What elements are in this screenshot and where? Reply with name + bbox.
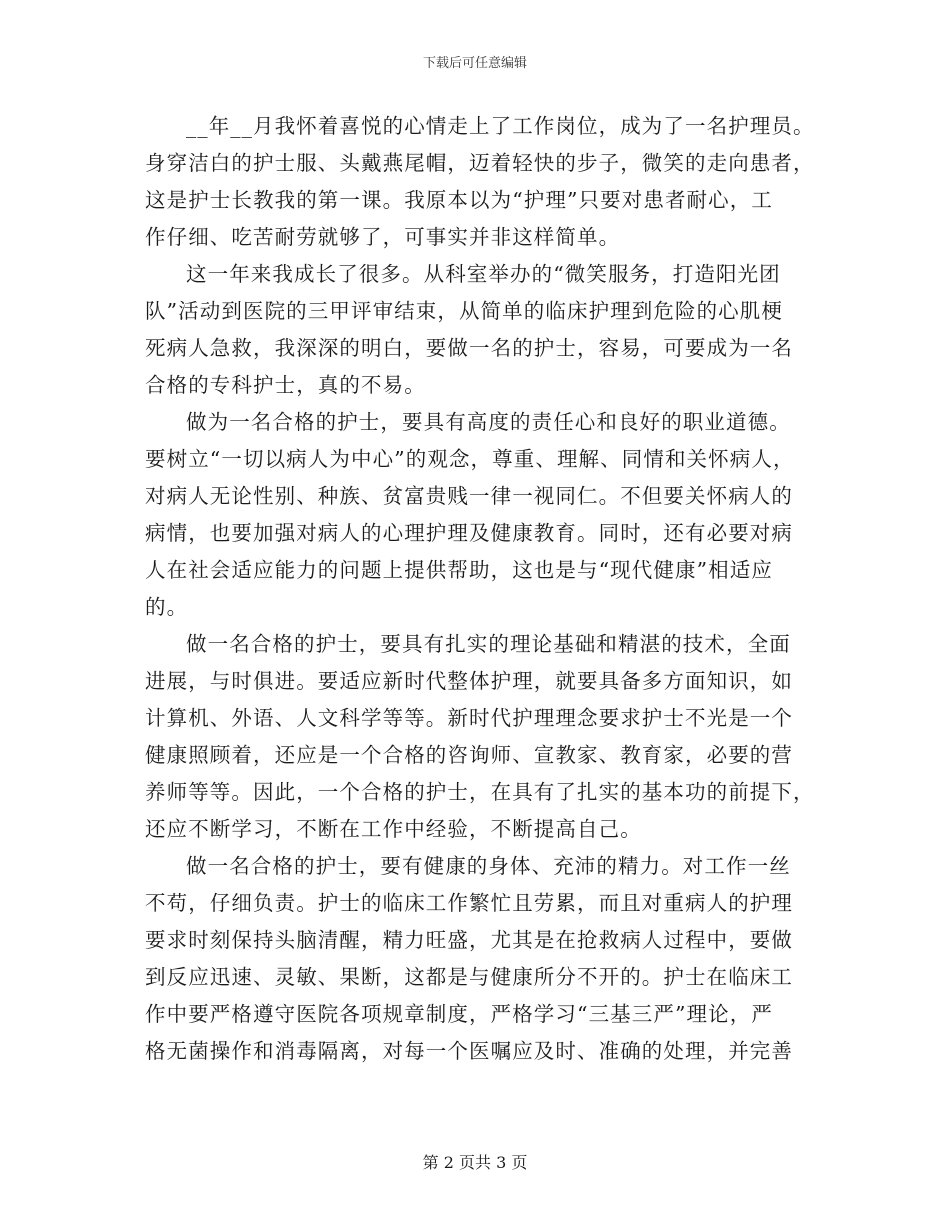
text-line: 做一名合格的护士，要具有扎实的理论基础和精湛的技术，全面 bbox=[186, 632, 791, 656]
text-line: 不苟，仔细负责。护士的临床工作繁忙且劳累，而且对重病人的护理 bbox=[145, 891, 793, 915]
text-line: 计算机、外语、人文科学等等。新时代护理理念要求护士不光是一个 bbox=[145, 706, 793, 730]
text-line: 做一名合格的护士，要有健康的身体、充沛的精力。对工作一丝 bbox=[186, 854, 791, 878]
paragraph bbox=[145, 404, 805, 626]
text-line: 健康照顾着，还应是一个合格的咨询师、宣教家、教育家，必要的营 bbox=[145, 743, 793, 767]
text-line: 要求时刻保持头脑清醒，精力旺盛，尤其是在抢救病人过程中，要做 bbox=[145, 928, 793, 952]
text-line: 身穿洁白的护士服、头戴燕尾帽，迈着轻快的步子，微笑的走向患者， bbox=[145, 151, 815, 175]
text-line: 格无菌操作和消毒隔离，对每一个医嘱应及时、准确的处理，并完善 bbox=[145, 1039, 793, 1063]
text-line: 死病人急救，我深深的明白，要做一名的护士，容易，可要成为一名 bbox=[145, 336, 793, 360]
text-line: 合格的专科护士，真的不易。 bbox=[145, 373, 426, 397]
text-line: 做为一名合格的护士，要具有高度的责任心和良好的职业道德。 bbox=[186, 410, 791, 434]
text-line: 还应不断学习，不断在工作中经验，不断提高自己。 bbox=[145, 817, 642, 841]
text-line: 这一年来我成长了很多。从科室举办的“微笑服务，打造阳光团 bbox=[186, 262, 781, 286]
paragraph bbox=[145, 256, 805, 404]
text-line: 人在社会适应能力的问题上提供帮助，这也是与“现代健康”相适应 bbox=[145, 558, 773, 582]
header-note: 下载后可任意编辑 bbox=[422, 56, 527, 71]
text-line: 病情，也要加强对病人的心理护理及健康教育。同时，还有必要对病 bbox=[145, 521, 793, 545]
text-line: __年__月我怀着喜悦的心情走上了工作岗位，成为了一名护理员。 bbox=[186, 114, 815, 138]
page-number: 第 2 页共 3 页 bbox=[422, 1153, 528, 1172]
text-line: 对病人无论性别、种族、贫富贵贱一律一视同仁。不但要关怀病人的 bbox=[145, 484, 793, 508]
paragraph bbox=[145, 626, 815, 848]
paragraph bbox=[145, 108, 815, 256]
text-line: 作仔细、吃苦耐劳就够了，可事实并非这样简单。 bbox=[145, 225, 621, 249]
text-line: 养师等等。因此，一个合格的护士，在具有了扎实的基本功的前提下， bbox=[145, 780, 815, 804]
paragraph bbox=[145, 848, 805, 1070]
text-line: 的。 bbox=[145, 595, 189, 619]
text-line: 这是护士长教我的第一课。我原本以为“护理”只要对患者耐心，工 bbox=[145, 188, 773, 212]
text-line: 作中要严格遵守医院各项规章制度，严格学习“三基三严”理论，严 bbox=[145, 1002, 773, 1026]
text-line: 到反应迅速、灵敏、果断，这都是与健康所分不开的。护士在临床工 bbox=[145, 965, 793, 989]
body-text bbox=[145, 108, 815, 1070]
text-line: 进展，与时俱进。要适应新时代整体护理，就要具备多方面知识，如 bbox=[145, 669, 793, 693]
text-line: 要树立“一切以病人为中心”的观念，尊重、理解、同情和关怀病人， bbox=[145, 447, 795, 471]
text-line: 队”活动到医院的三甲评审结束，从简单的临床护理到危险的心肌梗 bbox=[145, 299, 783, 323]
